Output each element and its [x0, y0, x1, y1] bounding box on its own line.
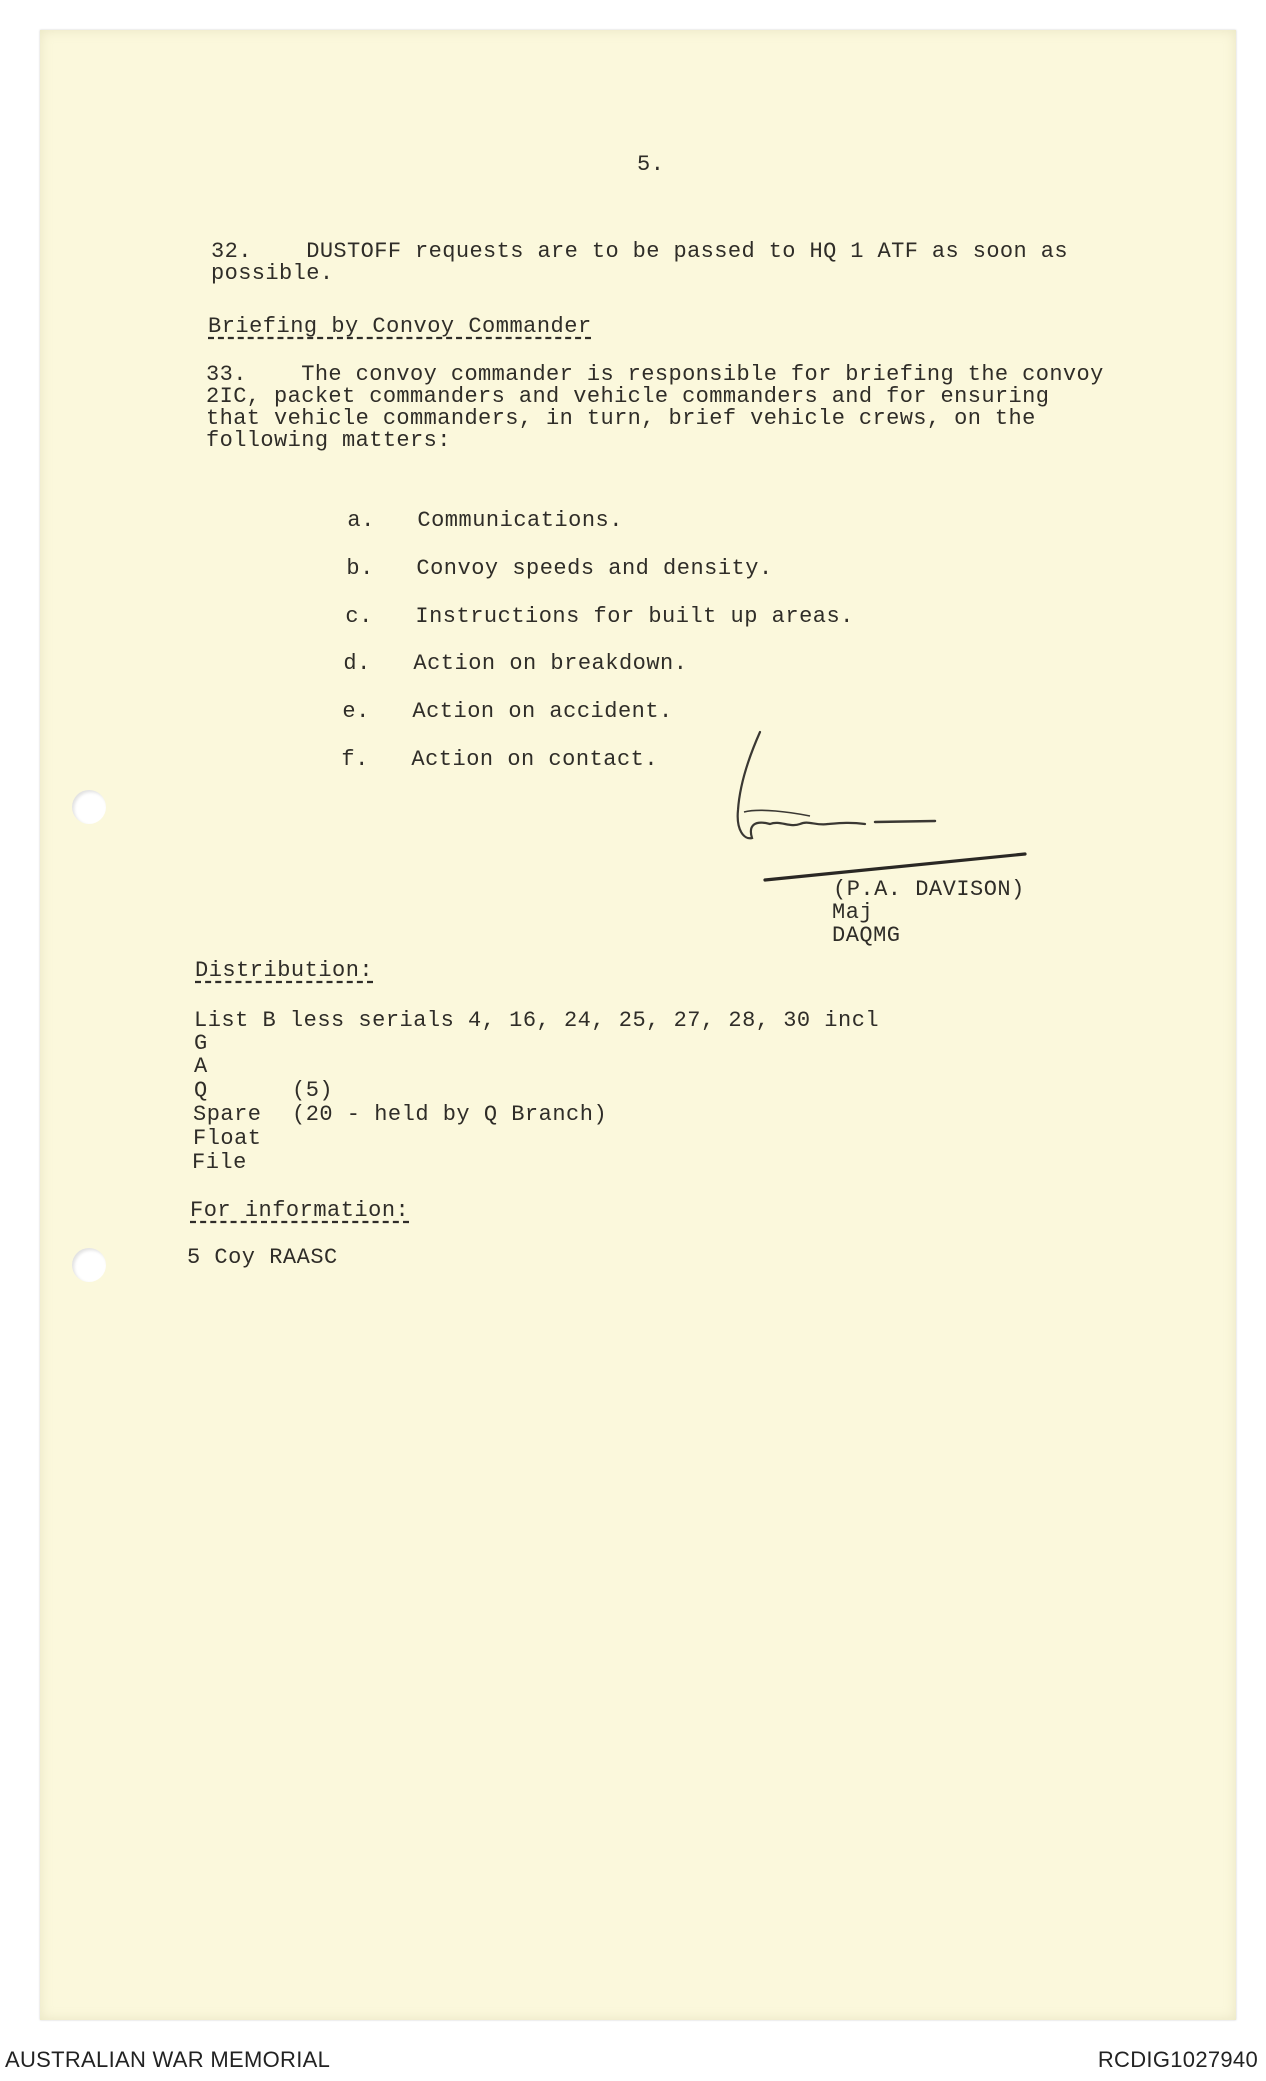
paragraph-33	[206, 364, 1104, 452]
paragraph-32	[211, 241, 1068, 285]
matter-f: f. Action on contact.	[341, 747, 659, 772]
distribution-list-b: List B less serials 4, 16, 24, 25, 27, 28, 30 incl	[194, 1008, 880, 1033]
paragraph-33-line-3: that vehicle commanders, in turn, brief vehicle crews, on the	[206, 406, 1036, 431]
matter-c: c. Instructions for built up areas.	[345, 604, 854, 629]
distribution-spare-note: (20 - held by Q Branch)	[292, 1102, 608, 1127]
for-information-recipient: 5 Coy RAASC	[187, 1245, 338, 1270]
paragraph-33-line-2: 2IC, packet commanders and vehicle commanders and for ensuring	[206, 384, 1050, 409]
matter-e: e. Action on accident.	[342, 699, 673, 724]
distribution-a: A	[194, 1054, 208, 1079]
signature-mark	[700, 720, 1040, 890]
distribution-q: Q	[194, 1078, 208, 1103]
signatory-rank: Maj	[832, 900, 874, 925]
distribution-spare: Spare	[193, 1102, 262, 1127]
signatory-appointment: DAQMG	[832, 923, 901, 948]
distribution-q-count: (5)	[292, 1078, 334, 1103]
for-information-heading: For information:	[190, 1198, 410, 1223]
distribution-file: File	[192, 1150, 247, 1175]
matter-d: d. Action on breakdown.	[343, 651, 688, 676]
distribution-heading: Distribution:	[195, 958, 374, 983]
paragraph-33-line-4: following matters:	[206, 428, 451, 453]
paragraph-33-line-1: 33. The convoy commander is responsible for briefing the convoy	[206, 362, 1104, 387]
punch-hole-bottom	[72, 1248, 106, 1282]
punch-hole-top	[72, 790, 106, 824]
footer-record-id: RCDIG1027940	[1097, 2047, 1258, 2072]
distribution-float: Float	[193, 1126, 262, 1151]
paragraph-32-line-2: possible.	[211, 261, 334, 286]
matter-a: a. Communications.	[347, 508, 623, 533]
paragraph-32-line-1: 32. DUSTOFF requests are to be passed to HQ 1 ATF as soon as	[211, 239, 1068, 264]
signatory-name: (P.A. DAVISON)	[833, 877, 1025, 902]
page-number: 5.	[637, 152, 665, 177]
heading-briefing: Briefing by Convoy Commander	[208, 314, 592, 339]
footer-institution: AUSTRALIAN WAR MEMORIAL	[5, 2047, 331, 2072]
matter-b: b. Convoy speeds and density.	[346, 556, 773, 581]
distribution-g: G	[194, 1031, 208, 1056]
